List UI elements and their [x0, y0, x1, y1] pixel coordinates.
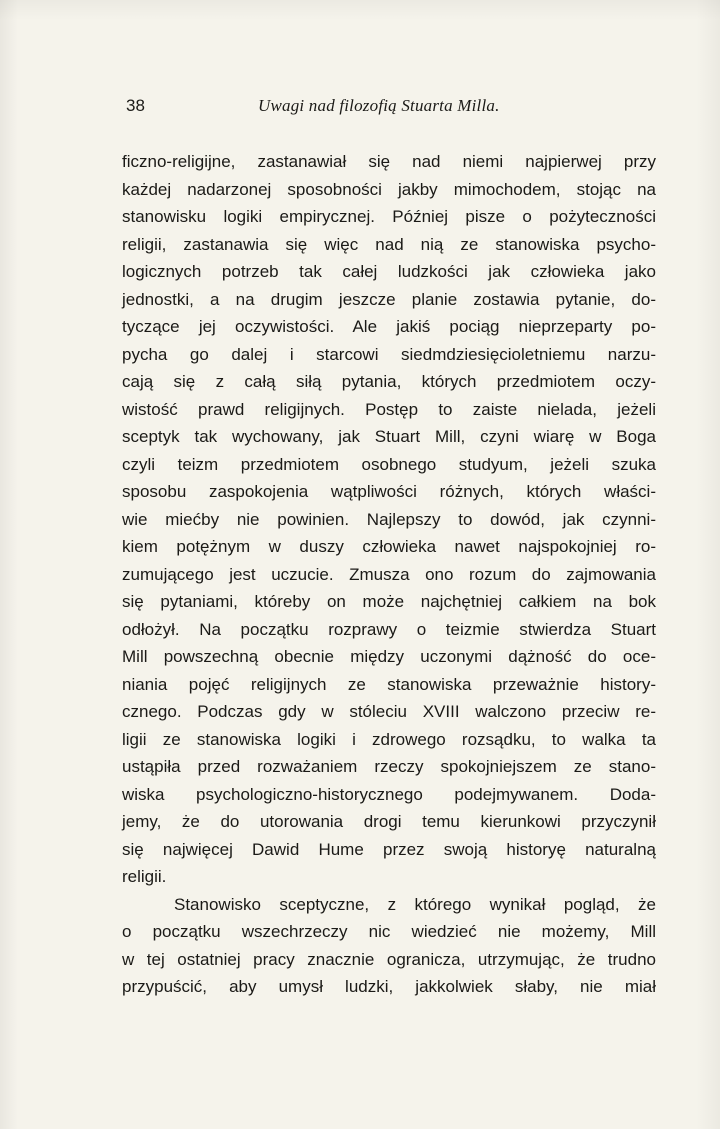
running-title: Uwagi nad filozofią Stuarta Milla. — [258, 96, 500, 115]
paragraph-1 — [122, 148, 656, 891]
text-line: w tej ostatniej pracy znacznie ogranicza, utrzymując, że trudno — [122, 949, 656, 969]
paragraph-2 — [122, 891, 656, 1001]
page-header — [126, 96, 666, 120]
text-line: ligii ze stanowiska logiki i zdrowego rozsądku, to walka ta — [122, 729, 656, 749]
text-line: czyli teizm przedmiotem osobnego studyum, jeżeli szuka — [122, 454, 656, 474]
text-line: sposobu zaspokojenia wątpliwości różnych, których właści- — [122, 482, 656, 501]
text-line: religii. — [122, 867, 167, 886]
text-line: cają się z całą siłą pytania, których przedmiotem oczy- — [122, 372, 656, 391]
text-line: cznego. Podczas gdy w stóleciu XVIII walczono przeciw re- — [122, 702, 656, 721]
text-line: przypuścić, aby umysł ludzki, jakkolwiek słaby, nie miał — [122, 977, 656, 996]
text-line: Mill powszechną obecnie między uczonymi dążność do oce- — [122, 647, 656, 666]
text-line: się najwięcej Dawid Hume przez swoją historyę naturalną — [122, 839, 656, 859]
text-line: wie miećby nie powinien. Najlepszy to dowód, jak czynni- — [122, 509, 656, 529]
text-line: ustąpiła przed rozważaniem rzeczy spokojniejszem ze stano- — [122, 757, 656, 776]
text-line: wiska psychologiczno-historycznego podejmywanem. Doda- — [122, 784, 656, 804]
text-line: o początku wszechrzeczy nic wiedzieć nie możemy, Mill — [122, 922, 656, 941]
text-line: sceptyk tak wychowany, jak Stuart Mill, czyni wiarę w Boga — [122, 427, 656, 446]
text-line: religii, zastanawia się więc nad nią ze stanowiska psycho- — [122, 234, 656, 254]
text-line: każdej nadarzonej sposobności jakby mimochodem, stojąc na — [122, 179, 656, 199]
text-line: ficzno-religijne, zastanawiał się nad niemi najpierwej przy — [122, 152, 656, 171]
page-number: 38 — [126, 96, 145, 115]
text-line: niania pojęć religijnych ze stanowiska przeważnie history- — [122, 674, 656, 694]
text-line: stanowisku logiki empirycznej. Później pisze o pożyteczności — [122, 207, 656, 226]
text-line: jednostki, a na drugim jeszcze planie zostawia pytanie, do- — [122, 289, 656, 309]
text-line: pycha go dalej i starcowi siedmdziesięcioletniemu narzu- — [122, 344, 656, 364]
text-line: wistość prawd religijnych. Postęp to zaiste nielada, jeżeli — [122, 399, 656, 419]
body-text — [122, 148, 656, 1001]
text-line: tyczące jej oczywistości. Ale jakiś pociąg nieprzeparty po- — [122, 317, 656, 336]
text-line: zumującego jest uczucie. Zmusza ono rozum do zajmowania — [122, 564, 656, 584]
text-line: logicznych potrzeb tak całej ludzkości jak człowieka jako — [122, 262, 656, 281]
text-line: jemy, że do utorowania drogi temu kierunkowi przyczynił — [122, 812, 656, 831]
text-line: odłożył. Na początku rozprawy o teizmie stwierdza Stuart — [122, 619, 656, 639]
text-line: kiem potężnym w duszy człowieka nawet najspokojniej ro- — [122, 537, 656, 556]
text-line: się pytaniami, któreby on może najchętniej całkiem na bok — [122, 592, 656, 611]
text-line: Stanowisko sceptyczne, z którego wynikał pogląd, że — [174, 894, 656, 914]
